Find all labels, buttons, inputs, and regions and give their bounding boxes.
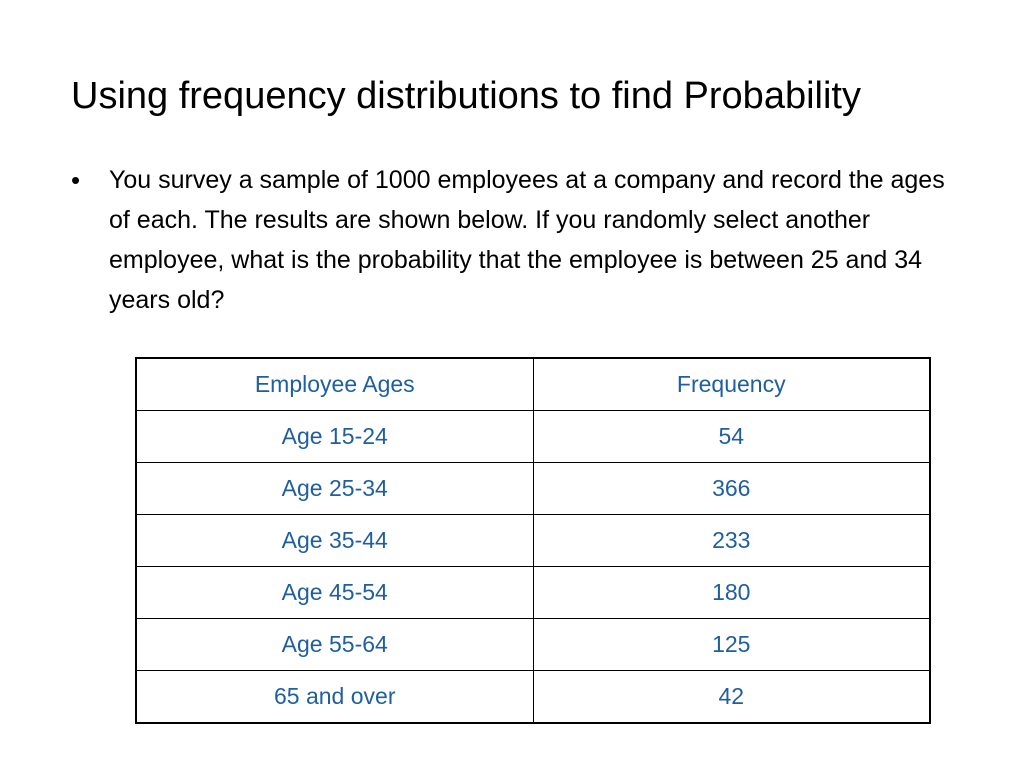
- table-header-row: [136, 358, 930, 411]
- frequency-table: [135, 357, 931, 724]
- age-cell: 65 and over: [136, 671, 533, 724]
- table-row: [136, 619, 930, 671]
- bullet-list: [71, 160, 971, 320]
- table-row: [136, 671, 930, 724]
- age-cell: Age 15-24: [136, 411, 533, 463]
- header-employee-ages: Employee Ages: [136, 358, 533, 411]
- frequency-cell: 42: [533, 671, 930, 724]
- frequency-cell: 125: [533, 619, 930, 671]
- frequency-cell: 180: [533, 567, 930, 619]
- bullet-dot-icon: •: [71, 165, 81, 195]
- age-cell: Age 55-64: [136, 619, 533, 671]
- table-row: [136, 567, 930, 619]
- age-cell: Age 35-44: [136, 515, 533, 567]
- slide-title: Using frequency distributions to find Probability: [71, 75, 861, 117]
- age-cell: Age 45-54: [136, 567, 533, 619]
- frequency-cell: 366: [533, 463, 930, 515]
- table-row: [136, 411, 930, 463]
- table-row: [136, 515, 930, 567]
- frequency-cell: 54: [533, 411, 930, 463]
- bullet-text: You survey a sample of 1000 employees at a company and record the ages of each. The results are shown below. If you randomly select another employee, what is the probability that the employee is between 25 and 34 years old?: [109, 166, 945, 314]
- bullet-item: [71, 160, 971, 320]
- table-row: [136, 463, 930, 515]
- frequency-cell: 233: [533, 515, 930, 567]
- header-frequency: Frequency: [533, 358, 930, 411]
- age-cell: Age 25-34: [136, 463, 533, 515]
